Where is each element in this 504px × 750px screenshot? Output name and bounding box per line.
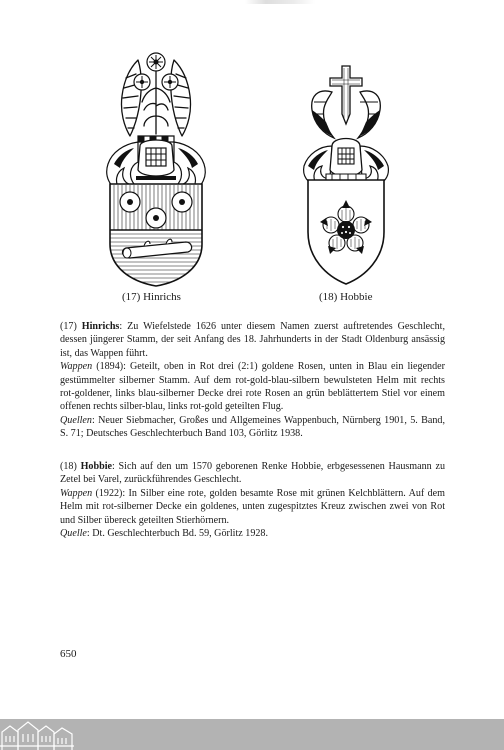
entry-hinrichs-name: Hinrichs — [81, 321, 120, 332]
entry-hobbie-intro: (18) Hobbie: Sich auf den um 1570 geborenen Renke Hobbie, erbgesessenen Hausmann zu Zetel bei Varel, zurückführendes Geschlecht. — [60, 461, 445, 486]
hinrichs-coat-of-arms-illustration — [100, 44, 212, 290]
entry-hinrichs-arms: Wappen (1894): Geteilt, oben in Rot drei (2:1) goldene Rosen, unten in Blau ein liegender gestümmelter silberner Stamm. Auf dem rot-gold-blau-silbern bewulsteten Helm mit rechts rot-goldener, links blau-silberner Decke drei rote Rosen an grün beblättertem Stiel vor einem offenen rechts silber-blau, links rot-gold geteilten Flug. — [60, 361, 445, 413]
entry-hobbie-sources: Quelle: Dt. Geschlechterbuch Bd. 59, Görlitz 1928. — [60, 528, 268, 540]
scan-footer-bar — [0, 719, 504, 750]
entry-hobbie-arms: Wappen (1922): In Silber eine rote, golden besamte Rose mit grünen Kelchblättern. Auf dem Helm mit rot-silberner Decke ein goldenes, unten zugespitztes Kreuz zwischen zwei von Rot und Silber übereck geteilten Stierhörnern. — [60, 487, 445, 526]
entry-hinrichs-sources: Quellen: Neuer Siebmacher, Großes und Allgemeines Wappenbuch, Nürnberg 1901, 5. Band, S. 71; Deutsches Geschlechterbuch Band 103, Görlitz 1938. — [60, 414, 445, 440]
library-building-logo — [0, 720, 74, 750]
entry-hobbie-name: Hobbie — [80, 461, 112, 472]
figure-caption-hinrichs: (17) Hinrichs — [122, 291, 181, 303]
entry-hinrichs — [60, 320, 445, 441]
figure-caption-hobbie: (18) Hobbie — [319, 291, 373, 303]
entry-hinrichs-intro: (17) Hinrichs: Zu Wiefelstede 1626 unter diesem Namen zuerst auftretendes Geschlecht, dessen jüngerer Stamm, der seit Anfang des 18. Jahrhunderts in der Stadt Oldenburg ansässig ist, das Wappen führt. — [60, 321, 445, 359]
scan-artifact — [245, 0, 315, 4]
entry-hobbie — [60, 460, 445, 540]
hobbie-coat-of-arms-illustration — [296, 62, 396, 290]
page-number: 650 — [60, 648, 77, 660]
